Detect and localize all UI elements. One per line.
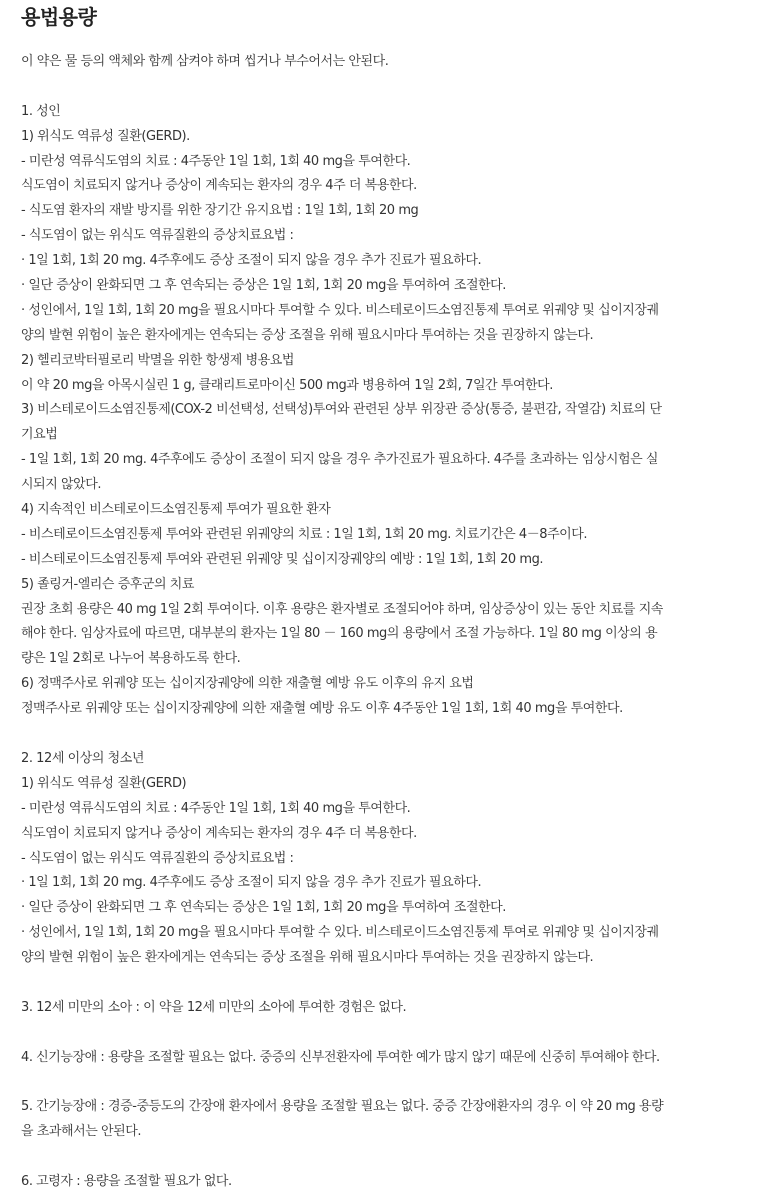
text-line: 시되지 않았다. — [21, 477, 102, 493]
text-line: - 1일 1회, 1회 20 mg. 4주후에도 증상이 조절이 되지 않을 경우 추가진료가 필요하다. 4주를 초과하는 임상시험은 실 — [21, 452, 658, 468]
text-line: 해야 한다. 임상자료에 따르면, 대부분의 환자는 1일 80 － 160 mg의 용량에서 조절 가능하다. 1일 80 mg 이상의 용 — [21, 626, 658, 642]
text-line: 을 초과해서는 안된다. — [21, 1124, 142, 1140]
paragraph-gap — [21, 722, 739, 747]
text-line: 4) 지속적인 비스테로이드소염진통제 투여가 필요한 환자 — [21, 502, 331, 518]
paragraph-gap — [21, 1145, 739, 1170]
text-line: 량은 1일 2회로 나누어 복용하도록 한다. — [21, 651, 241, 667]
text-line: 식도염이 치료되지 않거나 증상이 계속되는 환자의 경우 4주 더 복용한다. — [21, 178, 417, 194]
text-line: 6. 고령자 : 용량을 조절할 필요가 없다. — [21, 1174, 232, 1190]
paragraph-gap — [21, 1021, 739, 1046]
text-line: 1. 성인 — [21, 103, 61, 119]
text-line: - 미란성 역류식도염의 치료 : 4주동안 1일 1회, 1회 40 mg을 투여한다. — [21, 800, 411, 816]
text-line: 기요법 — [21, 427, 58, 443]
text-line: 6) 정맥주사로 위궤양 또는 십이지장궤양에 의한 재출혈 예방 유도 이후의 유지 요법 — [21, 676, 474, 692]
text-line: 4. 신기능장애 : 용량을 조절할 필요는 없다. 중증의 신부전환자에 투여한 예가 많지 않기 때문에 신중히 투여해야 한다. — [21, 1049, 660, 1065]
text-line: 정맥주사로 위궤양 또는 십이지장궤양에 의한 재출혈 예방 유도 이후 4주동안 1일 1회, 1회 40 mg을 투여한다. — [21, 701, 623, 717]
text-line: 이 약은 물 등의 액체와 함께 삼켜야 하며 씹거나 부수어서는 안된다. — [21, 54, 389, 69]
text-line: 양의 발현 위험이 높은 환자에게는 연속되는 증상 조절을 위해 필요시마다 투여하는 것을 권장하지 않는다. — [21, 950, 594, 966]
text-line: - 미란성 역류식도염의 치료 : 4주동안 1일 1회, 1회 40 mg을 투여한다. — [21, 153, 411, 169]
text-line: · 1일 1회, 1회 20 mg. 4주후에도 증상 조절이 되지 않을 경우 추가 진료가 필요하다. — [21, 875, 482, 891]
text-line: · 1일 1회, 1회 20 mg. 4주후에도 증상 조절이 되지 않을 경우 추가 진료가 필요하다. — [21, 253, 482, 269]
text-line: - 식도염 환자의 재발 방지를 위한 장기간 유지요법 : 1일 1회, 1회 20 mg — [21, 203, 419, 219]
paragraph-gap — [21, 1071, 739, 1096]
text-line: - 비스테로이드소염진통제 투여와 관련된 위궤양 및 십이지장궤양의 예방 : 1일 1회, 1회 20 mg. — [21, 551, 544, 567]
text-line: - 식도염이 없는 위식도 역류질환의 증상치료요법 : — [21, 850, 294, 866]
text-line: 3) 비스테로이드소염진통제(COX-2 비선택성, 선택성)투여와 관련된 상부 위장관 증상(통증, 불편감, 작열감) 치료의 단 — [21, 402, 662, 418]
page-title: 용법용량 — [21, 5, 97, 29]
text-line: · 일단 증상이 완화되면 그 후 연속되는 증상은 1일 1회, 1회 20 mg을 투여하여 조절한다. — [21, 278, 506, 294]
text-line: - 식도염이 없는 위식도 역류질환의 증상치료요법 : — [21, 228, 294, 244]
text-line: 3. 12세 미만의 소아 : 이 약을 12세 미만의 소아에 투여한 경험은 없다. — [21, 999, 407, 1015]
paragraph-gap — [21, 75, 739, 100]
text-line: - 비스테로이드소염진통제 투여와 관련된 위궤양의 치료 : 1일 1회, 1회 20 mg. 치료기간은 4－8주이다. — [21, 526, 588, 542]
text-line: 2. 12세 이상의 청소년 — [21, 750, 144, 766]
text-line: 권장 초회 용량은 40 mg 1일 2회 투여이다. 이후 용량은 환자별로 조절되어야 하며, 임상증상이 있는 동안 치료를 지속 — [21, 601, 663, 617]
paragraph-gap — [21, 971, 739, 996]
text-line: · 성인에서, 1일 1회, 1회 20 mg을 필요시마다 투여할 수 있다. 비스테로이드소염진통제 투여로 위궤양 및 십이지장궤 — [21, 925, 659, 941]
text-line: 1) 위식도 역류성 질환(GERD). — [21, 128, 190, 144]
dosage-content — [21, 50, 739, 1195]
text-line: 식도염이 치료되지 않거나 증상이 계속되는 환자의 경우 4주 더 복용한다. — [21, 825, 417, 841]
text-line: 1) 위식도 역류성 질환(GERD) — [21, 775, 187, 791]
text-line: · 성인에서, 1일 1회, 1회 20 mg을 필요시마다 투여할 수 있다. 비스테로이드소염진통제 투여로 위궤양 및 십이지장궤 — [21, 302, 659, 318]
text-line: 5) 졸링거-엘리슨 증후군의 치료 — [21, 576, 195, 592]
text-line: 2) 헬리코박터필로리 박멸을 위한 항생제 병용요법 — [21, 352, 295, 368]
text-line: 이 약 20 mg을 아목시실린 1 g, 클래리트로마이신 500 mg과 병용하여 1일 2회, 7일간 투여한다. — [21, 377, 553, 393]
text-line: · 일단 증상이 완화되면 그 후 연속되는 증상은 1일 1회, 1회 20 mg을 투여하여 조절한다. — [21, 900, 506, 916]
text-line: 양의 발현 위험이 높은 환자에게는 연속되는 증상 조절을 위해 필요시마다 투여하는 것을 권장하지 않는다. — [21, 327, 594, 343]
text-line: 5. 간기능장애 : 경증-중등도의 간장애 환자에서 용량을 조절할 필요는 없다. 중증 간장애환자의 경우 이 약 20 mg 용량 — [21, 1099, 664, 1115]
